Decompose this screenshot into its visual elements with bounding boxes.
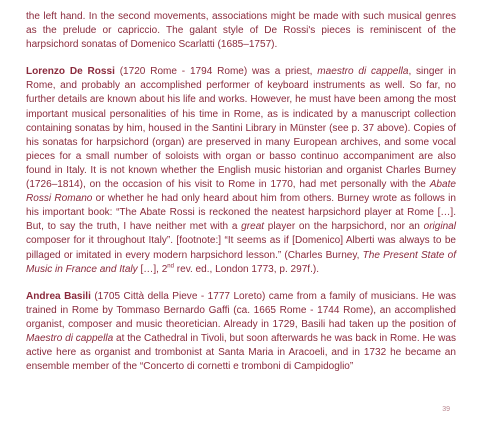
de-rossi-text-4: player on the harpsichord, nor an xyxy=(264,221,424,233)
de-rossi-text-3: or whether he had only heard about him from others. Burney wrote as follows in his important book: “The Abate Rossi is reckoned the neatest harpsichord player at Rome […]. But, to say the truth, I have neither met with a xyxy=(26,193,457,233)
de-rossi-paragraph xyxy=(26,65,456,276)
basili-paragraph xyxy=(26,290,456,375)
de-rossi-text-6: […], 2 xyxy=(137,263,168,275)
de-rossi-italic-4: original xyxy=(423,221,457,233)
basili-text-2: at the Cathedral in Tivoli, but soon afterwards he was back in Rome. He was active here as organist and trombonist at Santa Maria in Aracoeli, and in 1732 he became an ensemble member of the “Concerto di cornetti e tromboni di Campidoglio” xyxy=(26,332,456,373)
de-rossi-text-5: composer for it throughout Italy”. [footnote:] “It seems as if [Domenico] Alberti was always to be pillaged or imitated in every modern harpsichord lesson.” (Charles Burney, xyxy=(26,235,456,261)
de-rossi-superscript: nd xyxy=(167,263,174,270)
de-rossi-text-7: rev. ed., London 1773, p. 297f.). xyxy=(173,263,320,275)
de-rossi-italic-3: great xyxy=(241,221,265,233)
de-rossi-italic-1: maestro di cappella xyxy=(317,66,409,78)
basili-text-1: (1705 Città della Pieve - 1777 Loreto) came from a family of musicians. He was trained in Rome by Tommaso Bernardo Gaffi (ca. 1665 Rome - 1744 Rome), an accomplished organist, composer and music theoretician. Already in 1729, Basili had taken up the position of xyxy=(26,290,456,330)
de-rossi-text-1: (1720 Rome - 1794 Rome) was a priest, xyxy=(114,66,318,78)
basili-italic-1: Maestro di cappella xyxy=(26,332,114,344)
intro-text: the left hand. In the second movements, associations might be made with such musical genres as the prelude or capriccio. The galant style of De Rossi's pieces is reminiscent of the harpsichord sonatas of Domenico Scarlatti (1685–1757). xyxy=(26,11,456,51)
paragraph-gap xyxy=(26,52,456,65)
de-rossi-book-title: The Present State of Music in France and Italy xyxy=(26,249,456,275)
de-rossi-text-2: , singer in Rome, and probably an accomplished performer of keyboard instruments as well. So far, no further details are known about his life and works. However, he must have been among the most important musical personalities of his time in Rome, as is indicated by a manuscript collection containing sonatas by him, housed in the Santini Library in Münster (see p. 37 above). Copies of his sonatas for harpsichord (organ) are preserved in many European archives, and some vocal pieces for a small number of soloists with organ or basso continuo accompaniment are also found in Italy. It is not known whether the English music historian and organist Charles Burney (1726–1814), on the occasion of his visit to Rome in 1770, had met personally with the xyxy=(26,66,457,191)
paragraph-gap xyxy=(26,277,456,290)
basili-name: Andrea Basili xyxy=(26,290,91,302)
page-number: 39 xyxy=(442,406,450,413)
de-rossi-name: Lorenzo De Rossi xyxy=(26,66,115,78)
de-rossi-italic-2: Abate Rossi Romano xyxy=(26,179,456,205)
intro-paragraph xyxy=(26,10,456,52)
text-column xyxy=(26,10,456,374)
